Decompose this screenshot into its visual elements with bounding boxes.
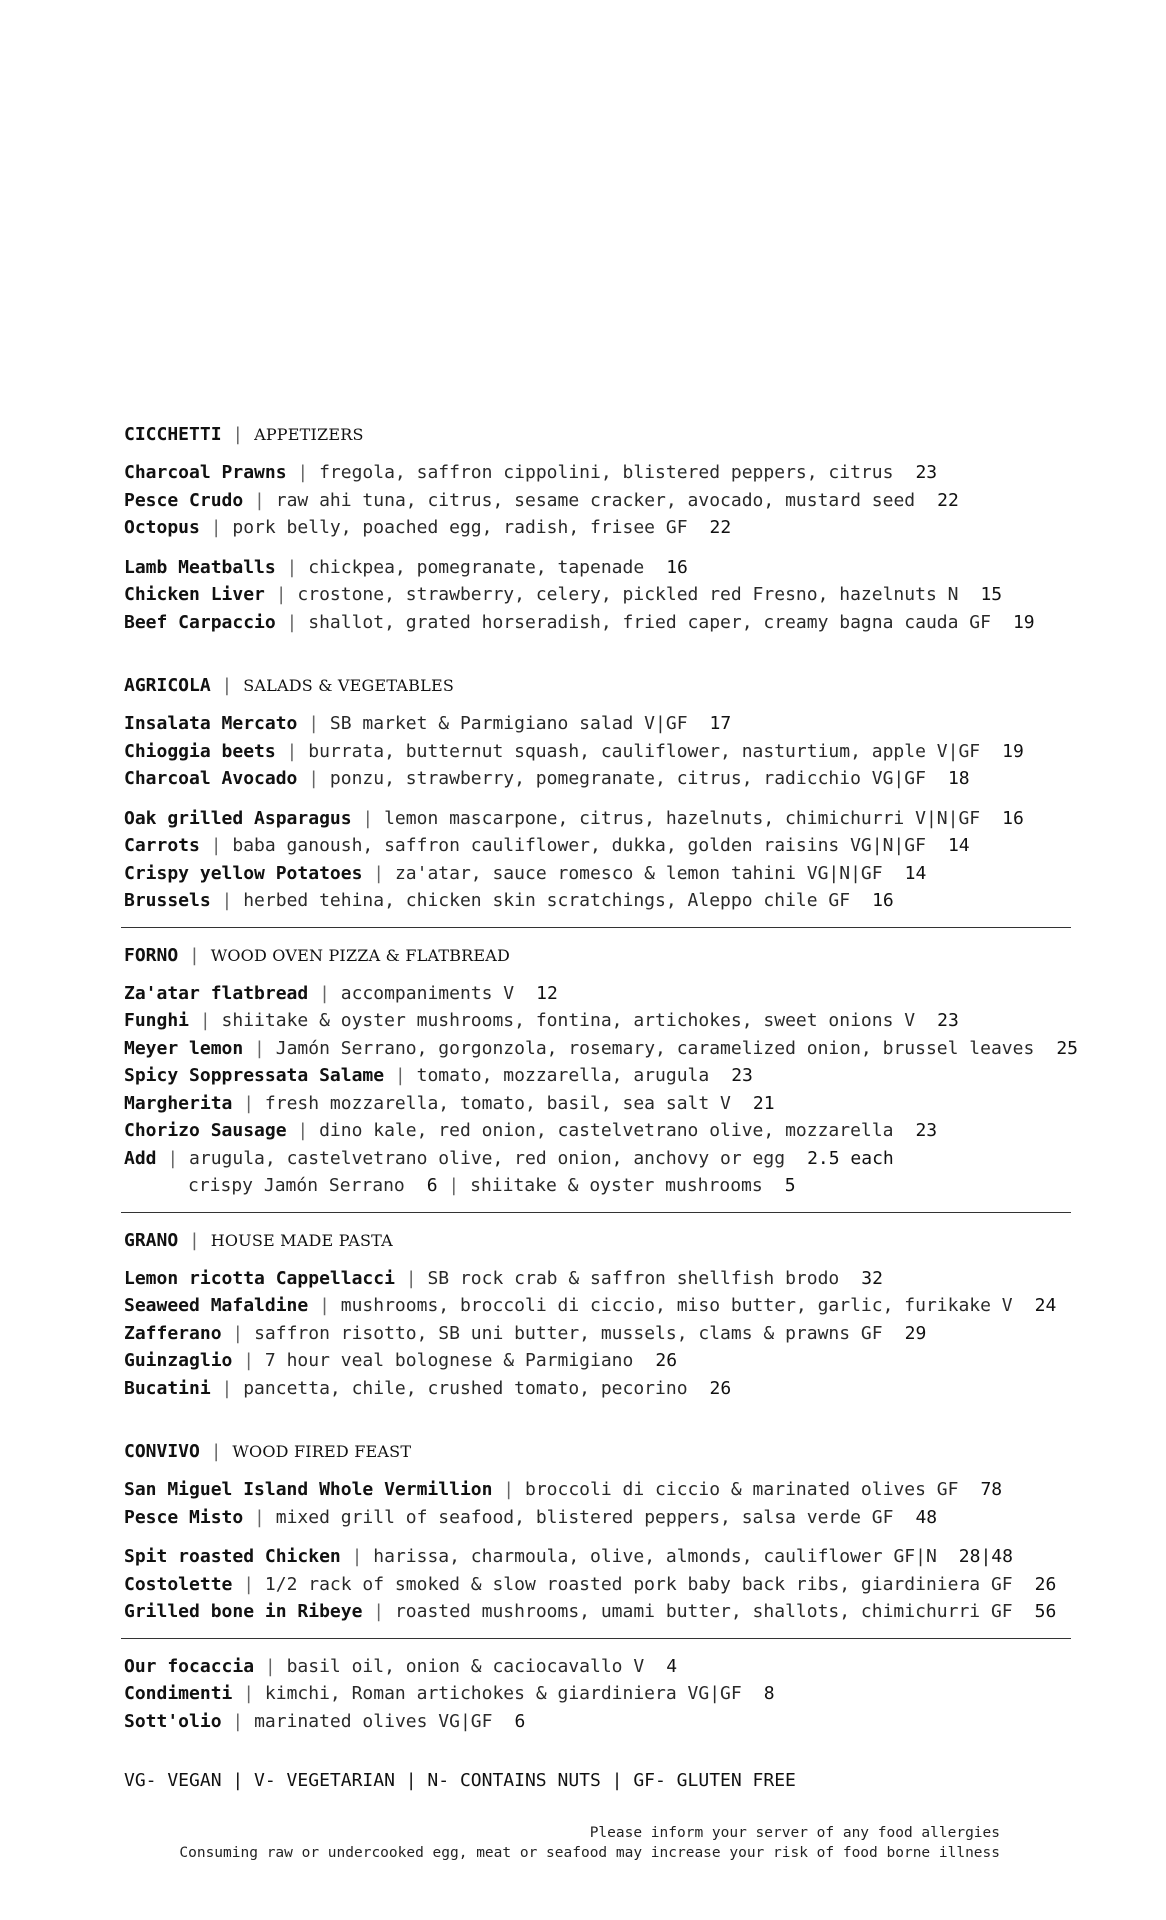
separator-bar: | <box>232 1683 265 1704</box>
item-price: 26 <box>709 1377 732 1399</box>
item-price: 26 <box>655 1350 678 1371</box>
item-group <box>124 1653 1074 1736</box>
item-name: Condimenti <box>124 1683 233 1704</box>
addon-price: 6 <box>426 1175 438 1196</box>
section-header <box>124 942 1074 970</box>
separator-bar: | <box>243 1506 276 1528</box>
item-price: 12 <box>536 982 558 1004</box>
section-spacer <box>124 1414 1074 1438</box>
menu-item <box>124 514 1074 542</box>
item-name: Insalata Mercato <box>124 713 298 734</box>
menu-item <box>124 1062 1074 1090</box>
menu-item <box>124 1680 1074 1708</box>
item-name: Brussels <box>124 890 211 911</box>
menu-item <box>124 765 1074 793</box>
item-description: broccoli di ciccio & marinated olives GF <box>524 1479 959 1500</box>
menu-item <box>124 459 1074 487</box>
separator-bar: | <box>210 890 244 911</box>
item-price: 4 <box>666 1655 678 1677</box>
item-price: 32 <box>861 1267 883 1289</box>
item-description: crostone, strawberry, celery, pickled red Fresno, hazelnuts N <box>297 584 959 605</box>
item-name: Chioggia beets <box>124 740 276 762</box>
section-agricola <box>124 672 1074 915</box>
addon-price: 5 <box>784 1175 796 1196</box>
item-price: 24 <box>1034 1295 1057 1316</box>
separator-bar: | <box>199 835 233 856</box>
item-description: mixed grill of seafood, blistered peppers, salsa verde GF <box>275 1506 894 1528</box>
item-description: shiitake & oyster mushrooms, fontina, artichokes, sweet onions V <box>221 1010 916 1031</box>
section-header <box>124 421 1074 449</box>
section-header <box>124 672 1074 700</box>
menu-item <box>124 554 1074 582</box>
item-price: 16 <box>666 556 688 578</box>
item-description: kimchi, Roman artichokes & giardiniera VG|GF <box>264 1683 742 1704</box>
item-group <box>124 980 1079 1200</box>
item-description: roasted mushrooms, umami butter, shallots, chimichurri GF <box>394 1601 1013 1622</box>
separator-bar: | <box>178 1229 211 1251</box>
section-subtitle: APPETIZERS <box>254 425 364 444</box>
menu-item <box>124 860 1074 888</box>
separator-bar: | <box>351 807 385 829</box>
item-name: Lamb Meatballs <box>124 556 276 578</box>
menu-item <box>124 1708 1074 1736</box>
separator-bar: | <box>275 611 309 633</box>
item-name: Add <box>124 1147 157 1169</box>
menu-item <box>124 1375 1074 1403</box>
section-forno <box>124 942 1079 1200</box>
item-price: 48 <box>915 1506 938 1528</box>
item-price: 22 <box>709 517 732 538</box>
section-title: FORNO <box>124 944 179 966</box>
menu-item <box>124 581 1074 609</box>
item-name: Lemon ricotta Cappellacci <box>124 1267 395 1289</box>
item-price: 18 <box>947 768 970 789</box>
section-convivo <box>124 1438 1074 1626</box>
separator-bar: | <box>199 517 233 538</box>
separator-bar: | <box>437 1175 471 1196</box>
separator-bar: | <box>221 1710 255 1732</box>
item-price: 6 <box>514 1710 526 1732</box>
item-price: 23 <box>937 1010 959 1031</box>
item-name: Za'atar flatbread <box>124 982 309 1004</box>
menu-item <box>124 710 1074 738</box>
item-price: 16 <box>872 890 894 911</box>
item-description: marinated olives VG|GF <box>254 1710 493 1732</box>
item-group <box>124 805 1074 915</box>
menu-item <box>124 1007 1074 1035</box>
item-price: 23 <box>915 1120 938 1141</box>
section-title: AGRICOLA <box>124 675 211 696</box>
separator-bar: | <box>362 862 395 884</box>
item-description: 7 hour veal bolognese & Parmigiano <box>264 1350 634 1371</box>
item-name: Our focaccia <box>124 1655 255 1677</box>
item-price: 23 <box>915 462 938 483</box>
item-price: 78 <box>980 1479 1003 1500</box>
item-name: Beef Carpaccio <box>124 611 276 633</box>
item-name: Octopus <box>124 517 200 538</box>
item-price: 15 <box>980 584 1003 605</box>
section-title: CONVIVO <box>124 1441 200 1462</box>
item-price: 19 <box>1002 740 1024 762</box>
separator-bar: | <box>156 1147 190 1169</box>
item-name: Guinzaglio <box>124 1350 233 1371</box>
item-price: 21 <box>752 1092 775 1114</box>
menu-item <box>124 1598 1074 1626</box>
item-group <box>124 1543 1074 1626</box>
item-price: 14 <box>904 862 927 884</box>
separator-bar: | <box>254 1655 287 1677</box>
item-name: Charcoal Avocado <box>124 768 298 789</box>
item-description: 1/2 rack of smoked & slow roasted pork baby back ribs, giardiniera GF <box>264 1573 1013 1595</box>
item-name: Spicy Soppressata Salame <box>124 1065 385 1086</box>
separator-bar: | <box>264 584 298 605</box>
item-description: basil oil, onion & caciocavallo V <box>286 1655 645 1677</box>
item-name: Grilled bone in Ribeye <box>124 1601 363 1622</box>
dietary-legend: VG- VEGAN | V- VEGETARIAN | N- CONTAINS NUTS | GF- GLUTEN FREE <box>124 1770 796 1791</box>
menu-item <box>124 738 1074 766</box>
raw-food-warning: Consuming raw or undercooked egg, meat or seafood may increase your risk of food borne illness <box>179 1845 1000 1861</box>
section-cicchetti <box>124 421 1074 636</box>
item-description: accompaniments V <box>340 982 515 1004</box>
item-name: Zafferano <box>124 1322 222 1344</box>
item-description: fregola, saffron cippolini, blistered peppers, citrus <box>319 462 894 483</box>
item-description: burrata, butternut squash, cauliflower, nasturtium, apple V|GF <box>308 740 981 762</box>
item-name: Bucatini <box>124 1377 211 1399</box>
item-description: SB rock crab & saffron shellfish brodo <box>427 1267 840 1289</box>
menu-item <box>124 1543 1074 1571</box>
item-price: 2.5 each <box>807 1147 894 1169</box>
separator-bar: | <box>199 1441 233 1462</box>
item-description: mushrooms, broccoli di ciccio, miso butter, garlic, furikake V <box>340 1295 1013 1316</box>
item-name: San Miguel Island Whole Vermillion <box>124 1479 493 1500</box>
item-price: 14 <box>947 835 970 856</box>
item-price: 23 <box>731 1065 753 1086</box>
separator-bar: | <box>362 1601 395 1622</box>
menu-item <box>124 1653 1074 1681</box>
item-description: pork belly, poached egg, radish, frisee GF <box>232 517 688 538</box>
section-divider <box>121 1212 1071 1213</box>
item-name: Chorizo Sausage <box>124 1120 287 1141</box>
separator-bar: | <box>178 944 211 966</box>
item-name: Costolette <box>124 1573 233 1595</box>
section-title: GRANO <box>124 1229 179 1251</box>
separator-bar: | <box>275 556 309 578</box>
item-description: za'atar, sauce romesco & lemon tahini VG|N|GF <box>394 862 883 884</box>
item-group <box>124 710 1074 793</box>
item-price: 26 <box>1034 1573 1057 1595</box>
item-name: Funghi <box>124 1010 190 1031</box>
section-subtitle: WOOD FIRED FEAST <box>232 1442 412 1461</box>
section-sides <box>124 1653 1074 1736</box>
item-group <box>124 1265 1074 1403</box>
item-price: 28|48 <box>958 1546 1013 1567</box>
item-price: 17 <box>709 713 732 734</box>
section-title: CICCHETTI <box>124 424 222 445</box>
item-name: Charcoal Prawns <box>124 462 287 483</box>
separator-bar: | <box>297 768 330 789</box>
section-header <box>124 1438 1074 1466</box>
section-subtitle: WOOD OVEN PIZZA & FLATBREAD <box>210 945 511 965</box>
separator-bar: | <box>210 675 244 696</box>
item-description: saffron risotto, SB uni butter, mussels, clams & prawns GF <box>254 1322 883 1344</box>
section-divider <box>121 1638 1071 1639</box>
menu-body <box>124 421 1079 1747</box>
menu-item <box>124 805 1074 833</box>
item-price: 29 <box>904 1322 927 1344</box>
menu-item <box>124 887 1074 915</box>
item-description: lemon mascarpone, citrus, hazelnuts, chimichurri V|N|GF <box>384 807 981 829</box>
item-price: 16 <box>1002 807 1024 829</box>
item-name: Oak grilled Asparagus <box>124 807 352 829</box>
separator-bar: | <box>492 1479 525 1500</box>
section-header <box>124 1227 1074 1255</box>
menu-item <box>124 487 1074 515</box>
item-description: raw ahi tuna, citrus, sesame cracker, avocado, mustard seed <box>275 489 916 511</box>
menu-item <box>124 1292 1074 1320</box>
item-price: 19 <box>1012 611 1035 633</box>
section-grano <box>124 1227 1074 1403</box>
addon-item: crispy Jamón Serrano <box>188 1175 405 1196</box>
item-description: pancetta, chile, crushed tomato, pecorino <box>243 1377 688 1399</box>
menu-item <box>124 1035 1079 1063</box>
addon-item: shiitake & oyster mushrooms <box>470 1175 763 1196</box>
item-description: Jamón Serrano, gorgonzola, rosemary, caramelized onion, brussel leaves <box>275 1037 1035 1059</box>
item-description: dino kale, red onion, castelvetrano olive, mozzarella <box>319 1120 894 1141</box>
separator-bar: | <box>275 740 309 762</box>
menu-item <box>124 1571 1074 1599</box>
menu-item <box>124 832 1074 860</box>
item-price: 22 <box>937 489 959 511</box>
item-group <box>124 1476 1074 1531</box>
item-description: baba ganoush, saffron cauliflower, dukka, golden raisins VG|N|GF <box>232 835 926 856</box>
menu-item <box>124 1476 1074 1504</box>
separator-bar: | <box>243 1037 276 1059</box>
menu-item <box>124 1265 1074 1293</box>
addon-row <box>124 1172 1074 1200</box>
item-name: Meyer lemon <box>124 1037 244 1059</box>
item-name: Pesce Misto <box>124 1506 244 1528</box>
item-description: harissa, charmoula, olive, almonds, cauliflower GF|N <box>373 1546 937 1567</box>
item-price: 8 <box>763 1683 775 1704</box>
separator-bar: | <box>210 1377 244 1399</box>
menu-item <box>124 980 1074 1008</box>
item-name: Margherita <box>124 1092 233 1114</box>
item-description: chickpea, pomegranate, tapenade <box>308 556 645 578</box>
item-description: herbed tehina, chicken skin scratchings, Aleppo chile GF <box>243 890 851 911</box>
separator-bar: | <box>232 1092 265 1114</box>
separator-bar: | <box>232 1350 265 1371</box>
item-name: Pesce Crudo <box>124 489 244 511</box>
item-description: fresh mozzarella, tomato, basil, sea salt V <box>264 1092 731 1114</box>
menu-item <box>124 1145 1074 1173</box>
menu-item <box>124 1117 1074 1145</box>
item-description: arugula, castelvetrano olive, red onion, anchovy or egg <box>189 1147 786 1169</box>
separator-bar: | <box>286 1120 320 1141</box>
section-subtitle: SALADS & VEGETABLES <box>243 676 454 695</box>
separator-bar: | <box>243 489 276 511</box>
menu-item <box>124 1347 1074 1375</box>
item-price: 25 <box>1056 1037 1079 1059</box>
item-description: SB market & Parmigiano salad V|GF <box>329 713 688 734</box>
cropped-text-line <box>124 1803 994 1809</box>
separator-bar: | <box>286 462 320 483</box>
section-spacer <box>124 648 1074 672</box>
separator-bar: | <box>340 1546 374 1567</box>
separator-bar: | <box>297 713 330 734</box>
section-divider <box>121 927 1071 928</box>
item-group <box>124 459 1074 542</box>
item-name: Carrots <box>124 835 200 856</box>
item-name: Crispy yellow Potatoes <box>124 862 363 884</box>
separator-bar: | <box>308 1295 341 1316</box>
separator-bar: | <box>384 1065 417 1086</box>
menu-item <box>124 609 1074 637</box>
item-description: shallot, grated horseradish, fried caper, creamy bagna cauda GF <box>308 611 991 633</box>
separator-bar: | <box>189 1010 222 1031</box>
item-group <box>124 554 1074 637</box>
menu-item <box>124 1504 1074 1532</box>
separator-bar: | <box>394 1267 428 1289</box>
separator-bar: | <box>221 424 255 445</box>
item-name: Spit roasted Chicken <box>124 1546 341 1567</box>
menu-item <box>124 1320 1074 1348</box>
separator-bar: | <box>232 1573 265 1595</box>
section-subtitle: HOUSE MADE PASTA <box>210 1230 393 1250</box>
separator-bar: | <box>221 1322 255 1344</box>
allergy-notice: Please inform your server of any food allergies <box>589 1825 1000 1841</box>
item-description: tomato, mozzarella, arugula <box>416 1065 710 1086</box>
item-name: Sott'olio <box>124 1710 222 1732</box>
separator-bar: | <box>308 982 341 1004</box>
item-description: ponzu, strawberry, pomegranate, citrus, radicchio VG|GF <box>329 768 926 789</box>
item-name: Seaweed Mafaldine <box>124 1295 309 1316</box>
menu-item <box>124 1090 1074 1118</box>
item-name: Chicken Liver <box>124 584 265 605</box>
item-price: 56 <box>1034 1601 1057 1622</box>
